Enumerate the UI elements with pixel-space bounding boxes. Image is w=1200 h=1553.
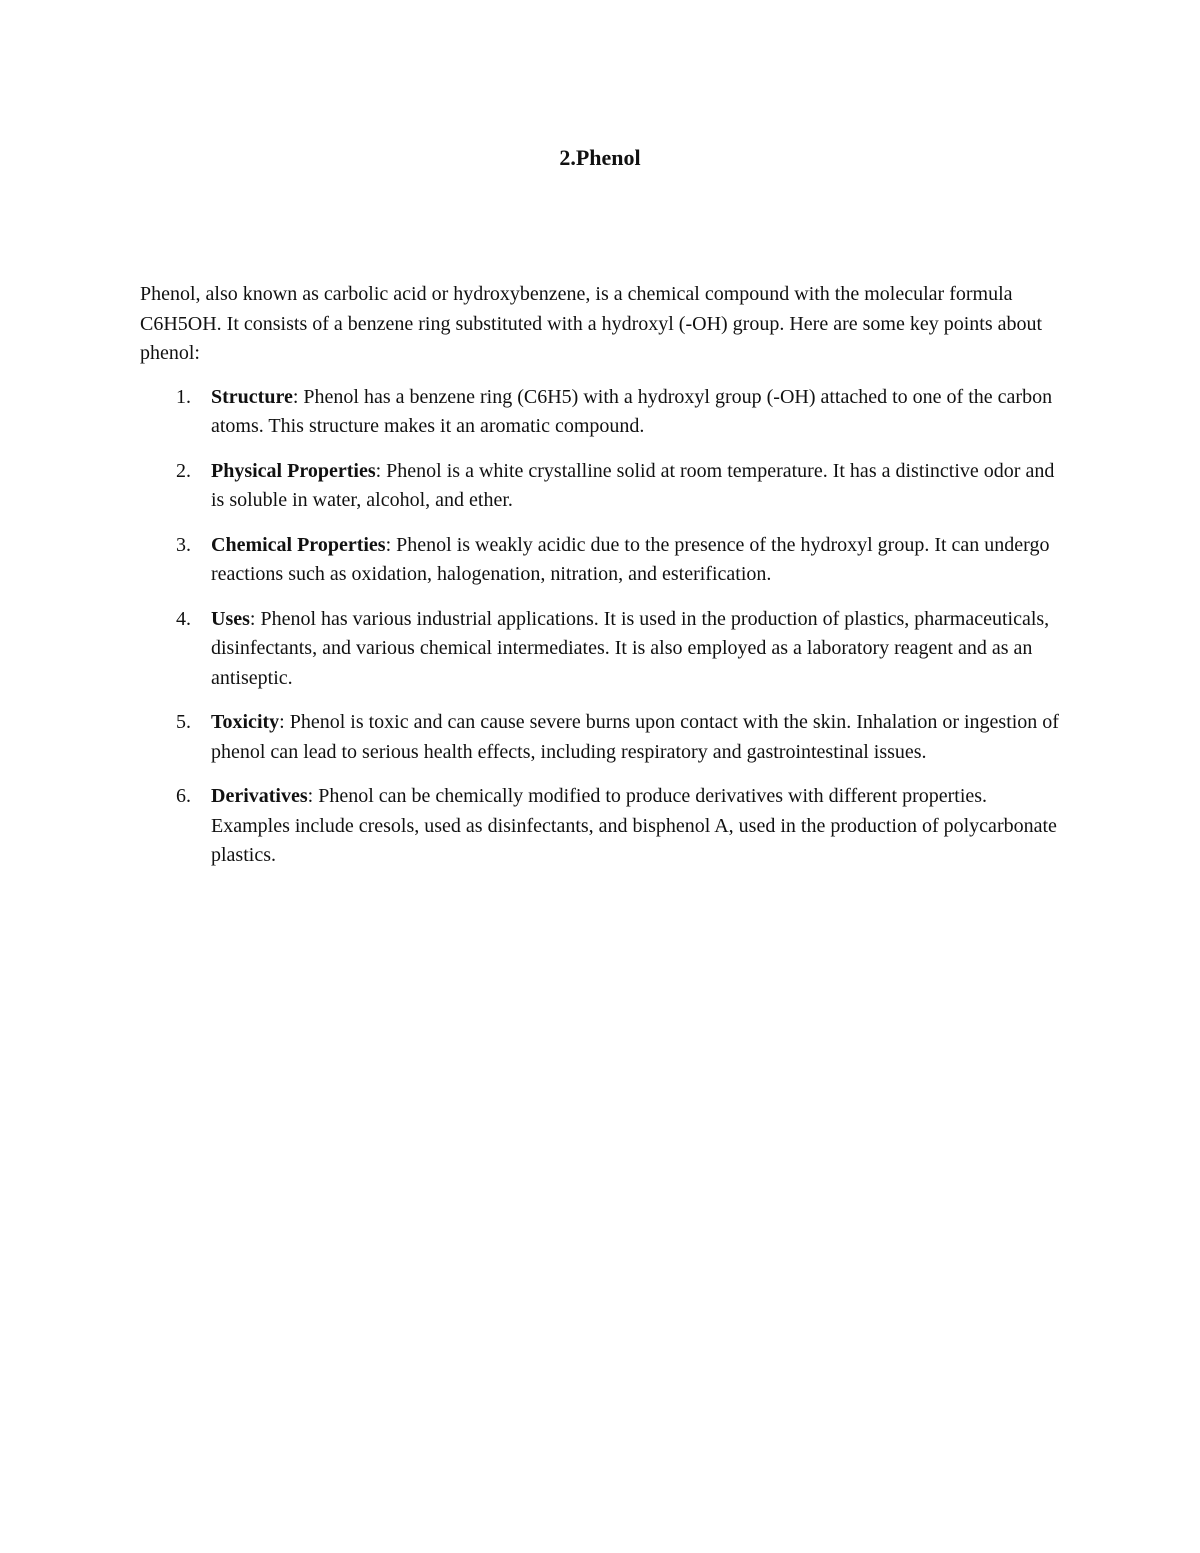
list-term: Toxicity bbox=[211, 711, 280, 733]
list-item-uses bbox=[140, 605, 1070, 694]
list-item-chemical-properties bbox=[140, 531, 1070, 590]
list-term: Chemical Properties bbox=[211, 533, 386, 556]
list-term: Derivatives bbox=[211, 785, 308, 807]
list-term: Uses bbox=[211, 607, 250, 630]
list-number: 1. bbox=[176, 385, 191, 408]
list-term: Structure bbox=[211, 385, 293, 408]
list-number: 4. bbox=[176, 607, 191, 630]
list-number: 2. bbox=[176, 459, 191, 482]
list-number: 5. bbox=[176, 711, 191, 733]
list-number: 6. bbox=[176, 785, 191, 807]
document-body bbox=[140, 280, 1070, 886]
list-text: : Phenol is weakly acidic due to the presence of the hydroxyl group. It can undergo reactions such as oxidation, halogenation, nitration, and esterification. bbox=[211, 533, 1050, 585]
list-number: 3. bbox=[176, 533, 191, 556]
list-item-toxicity bbox=[140, 708, 1070, 767]
list-text: : Phenol is a white crystalline solid at room temperature. It has a distinctive odor and is soluble in water, alcohol, and ether. bbox=[211, 459, 1055, 511]
list-text: : Phenol can be chemically modified to produce derivatives with different properties. Examples include cresols, used as disinfectants, and bisphenol A, used in the production of polycarbonate plastics. bbox=[211, 785, 1057, 866]
list-text: : Phenol is toxic and can cause severe burns upon contact with the skin. Inhalation or ingestion of phenol can lead to serious health effects, including respiratory and gastrointestinal issues. bbox=[211, 711, 1059, 763]
list-text: : Phenol has a benzene ring (C6H5) with a hydroxyl group (-OH) attached to one of the carbon atoms. This structure makes it an aromatic compound. bbox=[211, 385, 1053, 437]
intro-paragraph: Phenol, also known as carbolic acid or hydroxybenzene, is a chemical compound with the molecular formula C6H5OH. It consists of a benzene ring substituted with a hydroxyl (-OH) group. Here are some key points about phenol: bbox=[140, 283, 1043, 364]
list-term: Physical Properties bbox=[211, 459, 376, 482]
list-text: : Phenol has various industrial applications. It is used in the production of plastics, pharmaceuticals, disinfectants, and various chemical intermediates. It is also employed as a laboratory reagent and as an antiseptic. bbox=[211, 607, 1050, 689]
list-item-physical-properties bbox=[140, 457, 1070, 516]
list-item-structure bbox=[140, 383, 1070, 442]
list-item-derivatives bbox=[140, 782, 1070, 871]
document-title: 2.Phenol bbox=[559, 145, 641, 170]
key-points-list bbox=[140, 383, 1070, 871]
